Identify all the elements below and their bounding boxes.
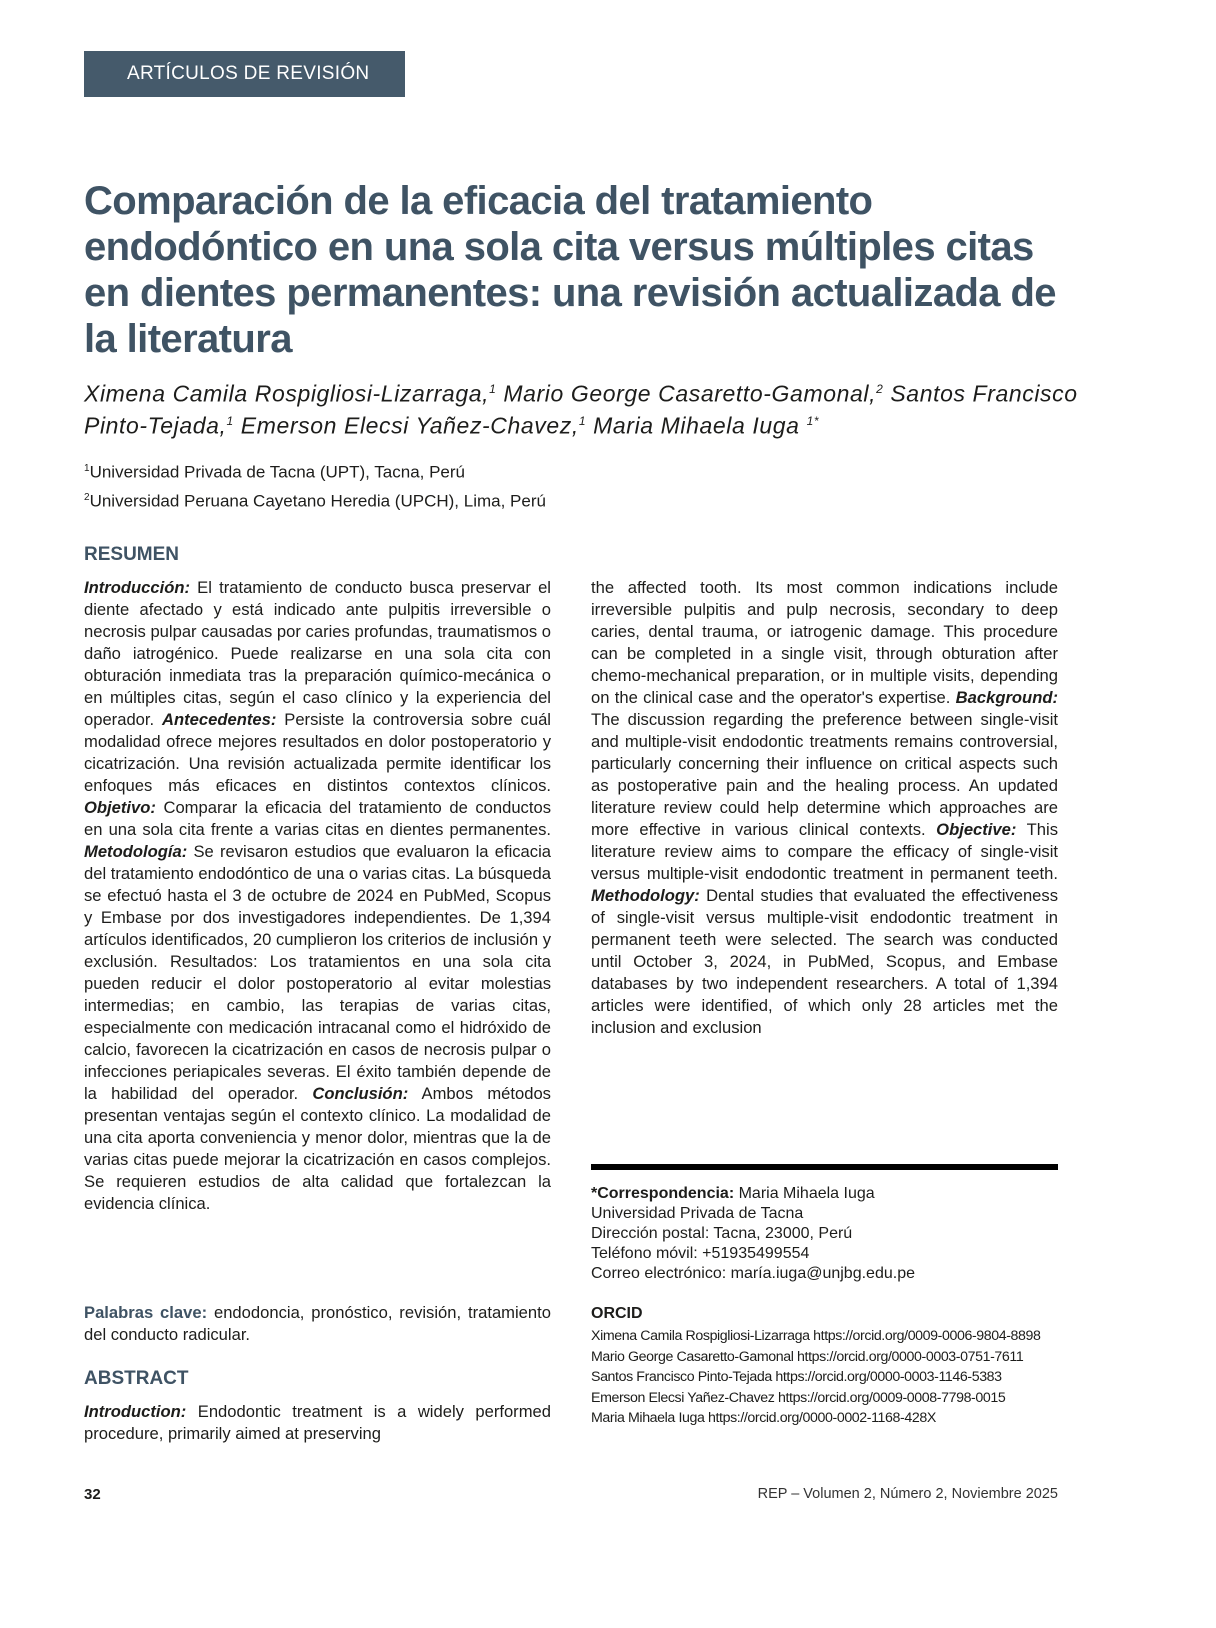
- resumen-text: El tratamiento de conducto busca preservar el diente afectado y está indicado ante pulpitis irreversible o necrosis pulpar causadas por caries profundas, traumatismos o daño iatrogénico. Puede realizarse en una sola cita con obturación inmediata tras la preparación químico-mecánica o en múltiples citas, según el caso clínico y la experiencia del operador.: [84, 578, 551, 729]
- page-number: 32: [84, 1486, 101, 1503]
- orcid-name: Mario George Casaretto-Gamonal: [591, 1348, 794, 1365]
- abstract-text: the affected tooth. Its most common indications include irreversible pulpitis and pulp necrosis, secondary to deep caries, dental trauma, or iatrogenic damage. This procedure can be completed in a single visit, through obturation after chemo-mechanical preparation, or in multiple visits, depending on the clinical case and the operator's expertise.: [591, 578, 1058, 707]
- resumen-text: Persiste la controversia sobre cuál modalidad ofrece mejores resultados en dolor postoperatorio y cicatrización. Una revisión actualizada permite identificar los enfoques más eficaces en distintos contextos clínicos.: [84, 710, 551, 795]
- abstract-text: Endodontic treatment is a widely performed procedure, primarily aimed at preserving: [84, 1402, 551, 1443]
- orcid-entry: [591, 1347, 1071, 1368]
- resumen-label: Objetivo:: [84, 798, 156, 817]
- journal-citation: REP – Volumen 2, Número 2, Noviembre 2025: [757, 1486, 1058, 1502]
- affiliation: [84, 485, 546, 514]
- keywords-label: Palabras clave:: [84, 1303, 208, 1322]
- correspondence-label: *Correspondencia:: [591, 1185, 735, 1202]
- orcid-link[interactable]: https://orcid.org/0009-0006-9804-8898: [813, 1328, 1041, 1344]
- orcid-name: Maria Mihaela Iuga: [591, 1410, 705, 1426]
- orcid-link[interactable]: https://orcid.org/0000-0002-1168-428X: [708, 1410, 936, 1426]
- abstract-text: Dental studies that evaluated the effectiveness of single-visit versus multiple-visit endodontic treatment in permanent teeth were selected. The search was conducted until October 3, 2024, in PubMed, Scopus, and Embase databases by two independent researchers. A total of 1,394 articles were identified, of which only 28 articles met the inclusion and exclusion: [591, 886, 1058, 1037]
- affiliation-mark: 1: [84, 463, 90, 474]
- author: Maria Mihaela Iuga: [593, 412, 800, 439]
- author-affiliation-mark: 1: [578, 413, 587, 428]
- author: Ximena Camila Rospigliosi-Lizarraga,: [84, 380, 490, 407]
- affiliations: [84, 456, 546, 513]
- orcid-link[interactable]: https://orcid.org/0000-0003-1146-5383: [775, 1369, 1002, 1385]
- correspondence-name: Maria Mihaela Iuga: [734, 1185, 875, 1202]
- orcid-entry: [591, 1408, 1071, 1429]
- author-list: [84, 376, 1084, 439]
- orcid-heading: ORCID: [591, 1305, 643, 1322]
- author: Emerson Elecsi Yañez-Chavez,: [240, 412, 579, 439]
- resumen-body: [84, 577, 551, 1215]
- affiliation-text: Universidad Peruana Cayetano Heredia (UPCH), Lima, Perú: [89, 491, 546, 511]
- resumen-text: Ambos métodos presentan ventajas según el contexto clínico. La modalidad de una cita aporta conveniencia y menor dolor, mientras que la de varias citas puede mejorar la cicatrización en casos complejos. Se requieren estudios de alta calidad que fortalezcan la evidencia clínica.: [84, 1084, 551, 1213]
- author: Mario George Casaretto-Gamonal,: [503, 380, 877, 407]
- abstract-heading: ABSTRACT: [84, 1368, 189, 1389]
- affiliation-text: Universidad Privada de Tacna (UPT), Tacna, Perú: [89, 462, 466, 482]
- section-badge: ARTÍCULOS DE REVISIÓN: [84, 51, 405, 97]
- resumen-text: Comparar la eficacia del tratamiento de conductos en una sola cita frente a varias citas en dientes permanentes.: [84, 798, 551, 839]
- author: Santos Francisco Pinto-Tejada,: [84, 380, 1078, 439]
- resumen-label: Metodología:: [84, 842, 188, 861]
- abstract-text: The discussion regarding the preference between single-visit and multiple-visit endodontic treatments remains controversial, particularly concerning their influence on critical aspects such as postoperative pain and the healing process. An updated literature review could help determine which approaches are more effective in various clinical contexts.: [591, 710, 1058, 839]
- abstract-label: Methodology:: [591, 886, 700, 905]
- resumen-label: Introducción:: [84, 578, 191, 597]
- keywords-text: endodoncia, pronóstico, revisión, tratamiento del conducto radicular.: [84, 1303, 551, 1344]
- orcid-link[interactable]: https://orcid.org/0000-0003-0751-7611: [797, 1348, 1024, 1365]
- correspondence-line: Teléfono móvil: +51935499554: [591, 1245, 810, 1262]
- resumen-heading: RESUMEN: [84, 544, 180, 565]
- correspondence: [591, 1184, 915, 1284]
- resumen-label: Conclusión:: [312, 1084, 409, 1103]
- abstract-body-left: [84, 1401, 551, 1445]
- affiliation-mark: 2: [84, 491, 90, 503]
- resumen-text: Se revisaron estudios que evaluaron la eficacia del tratamiento endodóntico de una o varias citas. La búsqueda se efectuó hasta el 3 de octubre de 2024 en PubMed, Scopus y Embase por dos investigadores independientes. De 1,394 artículos identificados, 20 cumplieron los criterios de inclusión y exclusión. Resultados: Los tratamientos en una sola cita pueden reducir el dolor postoperatorio al evitar molestias intermedias; en cambio, las terapias de varias citas, especialmente con medicación intracanal como el hidróxido de calcio, favorecen la cicatrización en casos de necrosis pulpar o infecciones periapicales severas. El éxito también depende de la habilidad del operador.: [84, 842, 551, 1103]
- author-affiliation-mark: 1*: [806, 413, 820, 428]
- abstract-label: Introduction:: [84, 1402, 187, 1421]
- article-title: Comparación de la eficacia del tratamiento endodóntico en una sola cita versus múltiples citas en dientes permanentes: una revisión actualizada de la literatura: [84, 179, 1056, 361]
- orcid-list: [591, 1326, 1071, 1429]
- abstract-text: This literature review aims to compare the efficacy of single-visit versus multiple-visit endodontic treatment in permanent teeth.: [591, 820, 1058, 883]
- orcid-link[interactable]: https://orcid.org/0009-0008-7798-0015: [778, 1389, 1006, 1406]
- abstract-label: Objective:: [936, 820, 1017, 839]
- keywords: [84, 1302, 551, 1346]
- orcid-name: Ximena Camila Rospigliosi-Lizarraga: [591, 1328, 810, 1344]
- abstract-label: Background:: [955, 688, 1058, 707]
- orcid-name: Santos Francisco Pinto-Tejada: [591, 1369, 772, 1385]
- orcid-entry: [591, 1326, 1071, 1347]
- correspondence-line: Universidad Privada de Tacna: [591, 1205, 804, 1222]
- abstract-body-right: [591, 577, 1058, 1039]
- affiliation: [84, 456, 546, 485]
- resumen-label: Antecedentes:: [162, 710, 277, 729]
- orcid-name: Emerson Elecsi Yañez-Chavez: [591, 1389, 775, 1406]
- author-affiliation-mark: 2: [876, 382, 884, 396]
- orcid-entry: [591, 1367, 1071, 1388]
- correspondence-line: Dirección postal: Tacna, 23000, Perú: [591, 1225, 853, 1242]
- author-affiliation-mark: 1: [489, 382, 497, 396]
- orcid-entry: [591, 1388, 1071, 1409]
- correspondence-email[interactable]: Correo electrónico: maría.iuga@unjbg.edu.pe: [591, 1265, 915, 1282]
- divider: [591, 1164, 1058, 1170]
- author-affiliation-mark: 1: [226, 413, 234, 428]
